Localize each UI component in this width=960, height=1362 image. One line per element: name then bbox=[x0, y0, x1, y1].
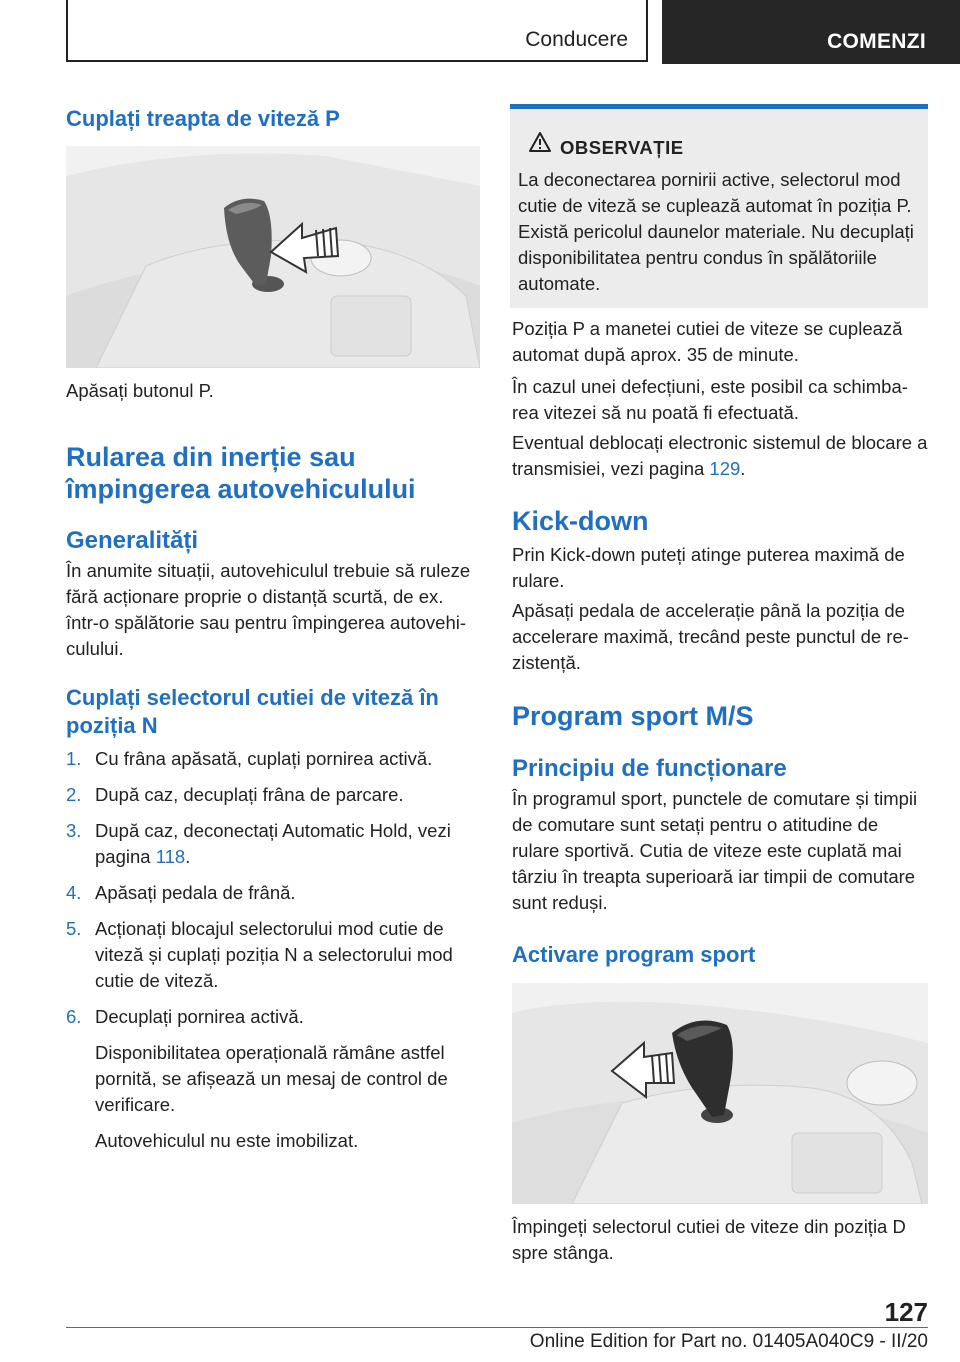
activate-caption: Împingeți selectorul cutiei de viteze din poziția D spre stânga. bbox=[512, 1216, 906, 1263]
gear-selector-sport-image bbox=[512, 983, 928, 1204]
step-note: Autovehiculul nu este imobilizat. bbox=[95, 1130, 359, 1151]
heading-sport-program: Program sport M/S bbox=[512, 701, 754, 731]
header-chapter-tab[interactable] bbox=[662, 0, 960, 64]
list-item bbox=[66, 1004, 480, 1154]
step-number: 3. bbox=[66, 820, 82, 841]
header-chapter-label: COMENZI bbox=[827, 30, 926, 53]
list-item bbox=[66, 916, 480, 994]
warning-title: OBSERVAȚIE bbox=[560, 137, 684, 158]
step-text: Decuplați pornirea activă. bbox=[95, 1006, 304, 1027]
header-section-title: Conducere bbox=[525, 28, 628, 51]
heading-neutral: Cuplați selectorul cutiei de viteză în poziția N bbox=[66, 685, 439, 738]
page-link-118[interactable]: 118 bbox=[155, 846, 186, 867]
paragraph-unlock bbox=[512, 430, 928, 482]
gear-selector-park-image bbox=[66, 146, 480, 368]
kickdown-text-1: Prin Kick-down puteți atinge puterea maximă de rulare. bbox=[512, 544, 905, 591]
footer-divider bbox=[66, 1327, 928, 1328]
heading-rolling: Rularea din inerție sau împingerea autovehiculului bbox=[66, 442, 416, 504]
unlock-text-end: . bbox=[740, 458, 746, 479]
step-number: 6. bbox=[66, 1006, 82, 1027]
step-text: După caz, deconectați Automatic Hold, vezi pagina bbox=[95, 820, 451, 867]
heading-park: Cuplați treapta de viteză P bbox=[66, 106, 340, 131]
heading-activate-sport: Activare program sport bbox=[512, 942, 756, 967]
heading-general: Generalități bbox=[66, 527, 199, 554]
list-item bbox=[66, 782, 480, 808]
step-text: După caz, decuplați frâna de parcare. bbox=[95, 784, 404, 805]
park-caption: Apăsați butonul P. bbox=[66, 380, 214, 401]
neutral-steps-list bbox=[66, 746, 480, 1164]
kickdown-text-2: Apăsați pedala de accelerație până la poziția de accelerare maximă, trecând peste punctul de rezistență. bbox=[512, 600, 909, 673]
list-item bbox=[66, 880, 480, 906]
general-text: În anumite situații, autovehiculul trebuie să ruleze fără acționare proprie o distanță scurtă, de ex. într-o spălătorie sau pentru împingerea autovehiculului. bbox=[66, 560, 471, 659]
paragraph-malfunction: În cazul unei defecțiuni, este posibil ca schimbarea vitezei să nu poată fi efectuată. bbox=[512, 376, 908, 423]
heading-kickdown: Kick-down bbox=[512, 506, 649, 536]
page-link-129[interactable]: 129 bbox=[709, 458, 741, 479]
step-note: Disponibilitatea operațională rămâne astfel pornită, se afișează un mesaj de control de verificare. bbox=[95, 1042, 448, 1115]
heading-principle: Principiu de funcționare bbox=[512, 755, 787, 782]
step-number: 5. bbox=[66, 918, 82, 939]
warning-triangle-icon bbox=[528, 131, 552, 153]
list-item bbox=[66, 818, 480, 870]
page-number: 127 bbox=[884, 1297, 928, 1327]
step-number: 1. bbox=[66, 748, 82, 769]
step-text: Acționați blocajul selectorului mod cutie de viteză și cuplați poziția N a selectorului mod cutie de viteză. bbox=[95, 918, 453, 991]
step-number: 4. bbox=[66, 882, 82, 903]
warning-text: La deconectarea pornirii active, selectorul mod cutie de viteză se cuplează automat în poziția P. Există pericolul daunelor materiale. Nu decuplați disponibilitatea pentru condus în spălătoriile automate. bbox=[518, 169, 914, 294]
list-item bbox=[66, 746, 480, 772]
warning-box bbox=[510, 104, 928, 308]
step-text-end: . bbox=[185, 846, 191, 867]
step-text: Cu frâna apăsată, cuplați pornirea activă. bbox=[95, 748, 433, 769]
principle-text: În programul sport, punctele de comutare și timpii de comutare sunt setați pentru o atitudine de rulare sportivă. Cutia de viteze este cuplată mai târziu în treapta superioară iar timpii de comutare sunt reduși. bbox=[512, 788, 918, 913]
unlock-text: Eventual deblocați electronic sistemul de blocare a transmisiei, vezi pagina bbox=[512, 432, 928, 479]
step-number: 2. bbox=[66, 784, 82, 805]
step-text: Apăsați pedala de frână. bbox=[95, 882, 296, 903]
footer-edition: Online Edition for Part no. 01405A040C9 - II/20 bbox=[529, 1331, 928, 1352]
paragraph-auto-park: Poziția P a manetei cutiei de viteze se cuplează automat după aprox. 35 de minute. bbox=[512, 318, 903, 365]
